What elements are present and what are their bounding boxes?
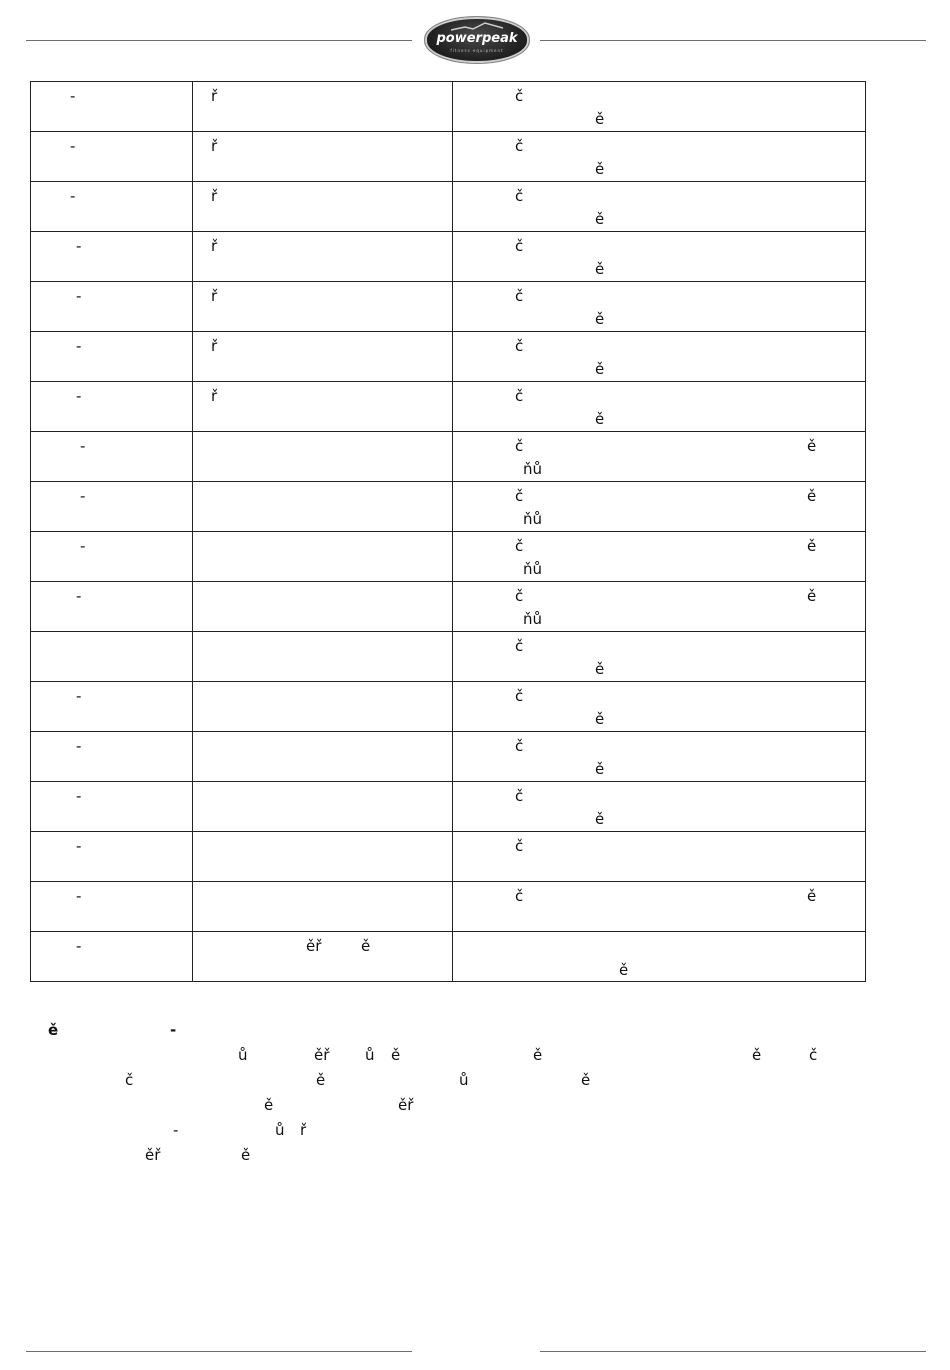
cell-col2: [193, 332, 453, 382]
table-row: [31, 832, 866, 882]
cell-col2: [193, 632, 453, 682]
cell-text: ř: [211, 187, 218, 205]
cell-text: -: [80, 487, 86, 505]
cell-col1: [31, 782, 193, 832]
cell-text: ě: [361, 937, 371, 955]
note-text: ěř: [314, 1046, 330, 1064]
table-row: [31, 532, 866, 582]
cell-text: č: [515, 887, 524, 905]
note-text: ě: [752, 1046, 762, 1064]
cell-text: č: [515, 687, 524, 705]
note-text: ů: [459, 1071, 469, 1089]
cell-col2: [193, 482, 453, 532]
cell-col2: [193, 882, 453, 932]
cell-text: -: [76, 737, 82, 755]
cell-col1: [31, 532, 193, 582]
cell-text: ě: [595, 110, 605, 128]
cell-text: -: [76, 237, 82, 255]
note-text: ů: [238, 1046, 248, 1064]
cell-text: č: [515, 587, 524, 605]
cell-col1: [31, 632, 193, 682]
cell-col2: [193, 532, 453, 582]
cell-text: ě: [807, 587, 817, 605]
cell-text: ě: [595, 360, 605, 378]
cell-text: ňů: [523, 510, 543, 528]
table-row: [31, 182, 866, 232]
cell-text: ě: [595, 710, 605, 728]
cell-text: ě: [595, 410, 605, 428]
cell-col2: [193, 232, 453, 282]
note-text: ě: [316, 1071, 326, 1089]
cell-col2: [193, 282, 453, 332]
header-rule-left: [26, 40, 412, 41]
cell-text: č: [515, 787, 524, 805]
cell-text: ě: [807, 487, 817, 505]
cell-text: ě: [595, 160, 605, 178]
cell-text: č: [515, 487, 524, 505]
cell-col3: [453, 632, 866, 682]
note-text: ě: [264, 1096, 274, 1114]
cell-col1: [31, 882, 193, 932]
cell-text: -: [76, 887, 82, 905]
footer-rule-left: [26, 1351, 412, 1352]
table-row: [31, 882, 866, 932]
cell-col2: [193, 382, 453, 432]
cell-text: ě: [595, 660, 605, 678]
cell-text: -: [70, 87, 76, 105]
table-row: [31, 732, 866, 782]
table-row: [31, 332, 866, 382]
cell-text: ě: [807, 887, 817, 905]
cell-text: č: [515, 137, 524, 155]
cell-col3: [453, 682, 866, 732]
cell-text: č: [515, 387, 524, 405]
note-text: ř: [300, 1121, 307, 1139]
cell-col3: [453, 882, 866, 932]
cell-text: ě: [595, 260, 605, 278]
cell-col1: [31, 682, 193, 732]
cell-col1: [31, 132, 193, 182]
cell-text: -: [70, 187, 76, 205]
cell-col2: [193, 832, 453, 882]
cell-text: č: [515, 537, 524, 555]
logo-brand-text: powerpeak: [436, 31, 518, 46]
spec-table: [30, 81, 866, 982]
cell-text: -: [76, 937, 82, 955]
cell-text: č: [515, 287, 524, 305]
cell-col2: [193, 932, 453, 982]
cell-col1: [31, 82, 193, 132]
note-text: ěř: [398, 1096, 414, 1114]
table-row: [31, 82, 866, 132]
cell-col3: [453, 432, 866, 482]
cell-text: ě: [807, 537, 817, 555]
cell-col2: [193, 432, 453, 482]
cell-col1: [31, 182, 193, 232]
cell-col1: [31, 832, 193, 882]
note-text: ě: [391, 1046, 401, 1064]
cell-col1: [31, 582, 193, 632]
table-row: [31, 232, 866, 282]
table-row: [31, 132, 866, 182]
cell-text: ě: [619, 961, 629, 979]
cell-col1: [31, 282, 193, 332]
header-rule-right: [540, 40, 926, 41]
cell-col3: [453, 932, 866, 982]
table-row: [31, 632, 866, 682]
cell-col2: [193, 582, 453, 632]
note-text: ě: [581, 1071, 591, 1089]
cell-text: -: [76, 337, 82, 355]
note-text: ů: [275, 1121, 285, 1139]
cell-text: ř: [211, 137, 218, 155]
table-row: [31, 282, 866, 332]
cell-col3: [453, 382, 866, 432]
logo-tagline: fitness equipment: [450, 48, 504, 53]
cell-col3: [453, 532, 866, 582]
cell-col3: [453, 82, 866, 132]
cell-text: ňů: [523, 460, 543, 478]
cell-text: č: [515, 237, 524, 255]
cell-col1: [31, 232, 193, 282]
table-row: [31, 682, 866, 732]
table-row: [31, 382, 866, 432]
cell-text: -: [76, 837, 82, 855]
table-row: [31, 482, 866, 532]
cell-text: -: [80, 437, 86, 455]
cell-col3: [453, 482, 866, 532]
note-text: -: [173, 1121, 179, 1139]
cell-col3: [453, 332, 866, 382]
table-row: [31, 932, 866, 982]
cell-text: ěř: [306, 937, 322, 955]
cell-text: ě: [595, 810, 605, 828]
cell-text: -: [76, 587, 82, 605]
cell-col3: [453, 782, 866, 832]
cell-col1: [31, 732, 193, 782]
cell-col2: [193, 182, 453, 232]
powerpeak-logo: [424, 16, 530, 64]
cell-text: č: [515, 637, 524, 655]
table-row: [31, 582, 866, 632]
cell-text: ř: [211, 337, 218, 355]
cell-text: ř: [211, 237, 218, 255]
cell-text: ř: [211, 387, 218, 405]
cell-col2: [193, 132, 453, 182]
footer-rule-right: [540, 1351, 926, 1352]
cell-col2: [193, 782, 453, 832]
note-title: ě: [48, 1021, 59, 1039]
cell-col3: [453, 282, 866, 332]
cell-text: ř: [211, 287, 218, 305]
note-text: č: [809, 1046, 818, 1064]
cell-text: ě: [595, 210, 605, 228]
cell-text: -: [70, 137, 76, 155]
note-text: ě: [533, 1046, 543, 1064]
cell-col3: [453, 832, 866, 882]
cell-text: ě: [807, 437, 817, 455]
cell-text: -: [76, 287, 82, 305]
cell-col3: [453, 132, 866, 182]
note-text: č: [125, 1071, 134, 1089]
cell-col3: [453, 182, 866, 232]
note-text: ě: [241, 1146, 251, 1164]
cell-text: -: [76, 787, 82, 805]
cell-text: ř: [211, 87, 218, 105]
cell-col3: [453, 582, 866, 632]
cell-col1: [31, 932, 193, 982]
cell-text: -: [76, 687, 82, 705]
cell-col1: [31, 432, 193, 482]
cell-text: ňů: [523, 610, 543, 628]
cell-col3: [453, 732, 866, 782]
cell-text: -: [76, 387, 82, 405]
table-row: [31, 782, 866, 832]
cell-text: č: [515, 187, 524, 205]
cell-text: č: [515, 837, 524, 855]
table-row: [31, 432, 866, 482]
cell-col1: [31, 482, 193, 532]
cell-text: ě: [595, 760, 605, 778]
cell-text: č: [515, 337, 524, 355]
note-text: ěř: [145, 1146, 161, 1164]
cell-col2: [193, 732, 453, 782]
cell-col1: [31, 332, 193, 382]
cell-text: ňů: [523, 560, 543, 578]
cell-col1: [31, 382, 193, 432]
cell-text: č: [515, 737, 524, 755]
cell-col2: [193, 82, 453, 132]
cell-col2: [193, 682, 453, 732]
cell-text: ě: [595, 310, 605, 328]
cell-col3: [453, 232, 866, 282]
note-dash: -: [170, 1021, 177, 1039]
note-text: ů: [365, 1046, 375, 1064]
cell-text: -: [80, 537, 86, 555]
cell-text: č: [515, 87, 524, 105]
cell-text: č: [515, 437, 524, 455]
